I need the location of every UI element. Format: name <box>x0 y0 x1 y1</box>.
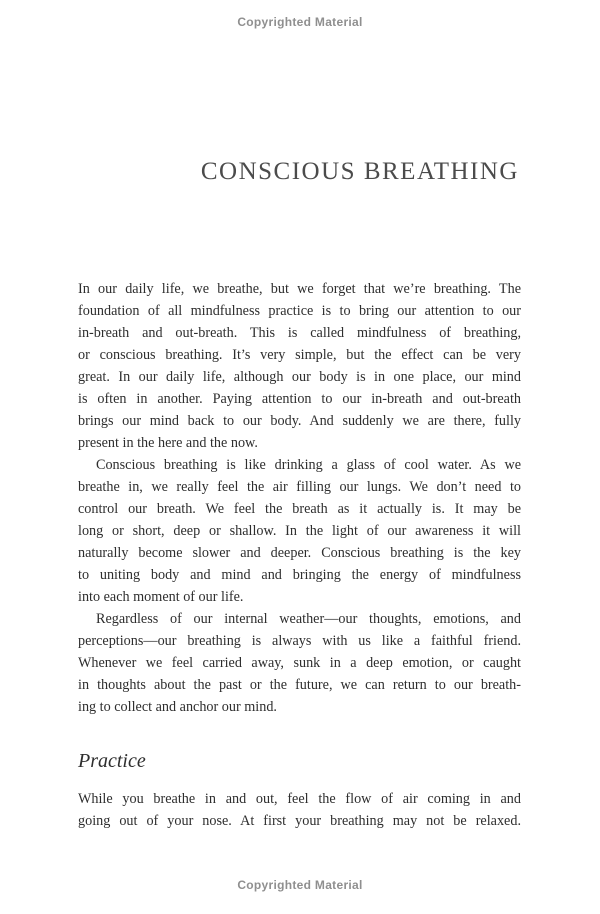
copyright-notice-bottom: Copyrighted Material <box>237 878 363 892</box>
text-line: Whenever we feel carried away, sunk in a deep emotion, or caught <box>78 655 521 671</box>
text-line: to uniting body and mind and bringing the energy of mindfulness <box>78 567 521 583</box>
paragraph <box>78 454 521 608</box>
text-line: In our daily life, we breathe, but we forget that we’re breathing. The <box>78 281 521 297</box>
text-line: going out of your nose. At first your breathing may not be relaxed. <box>78 813 521 829</box>
text-line: great. In our daily life, although our body is in one place, our mind <box>78 369 521 385</box>
text-line: in thoughts about the past or the future, we can return to our breath- <box>78 677 521 693</box>
practice-paragraphs <box>78 788 521 832</box>
text-line: brings our mind back to our body. And suddenly we are there, fully <box>78 413 521 429</box>
paragraph <box>78 608 521 718</box>
text-line: While you breathe in and out, feel the flow of air coming in and <box>78 791 521 807</box>
text-line: perceptions—our breathing is always with us like a faithful friend. <box>78 633 521 649</box>
text-line: Conscious breathing is like drinking a glass of cool water. As we <box>96 457 521 473</box>
text-line: naturally become slower and deeper. Conscious breathing is the key <box>78 545 521 561</box>
text-line: in-breath and out-breath. This is called mindfulness of breathing, <box>78 325 521 341</box>
text-line: present in the here and the now. <box>78 435 258 451</box>
text-line: into each moment of our life. <box>78 589 244 605</box>
text-line: is often in another. Paying attention to our in-breath and out-breath <box>78 391 521 407</box>
text-line: control our breath. We feel the breath as it actually is. It may be <box>78 501 521 517</box>
text-line: or conscious breathing. It’s very simple, but the effect can be very <box>78 347 521 363</box>
text-line: breathe in, we really feel the air filling our lungs. We don’t need to <box>78 479 521 495</box>
copyright-notice-top: Copyrighted Material <box>237 15 363 29</box>
chapter-title: CONSCIOUS BREATHING <box>200 158 519 185</box>
text-line: long or short, deep or shallow. In the light of our awareness it will <box>78 523 521 539</box>
page-body <box>78 278 521 832</box>
section-heading-practice: Practice <box>78 750 146 772</box>
text-line: foundation of all mindfulness practice is to bring our attention to our <box>78 303 521 319</box>
main-paragraphs <box>78 278 521 718</box>
text-line: Regardless of our internal weather—our thoughts, emotions, and <box>96 611 521 627</box>
paragraph <box>78 278 521 454</box>
text-line: ing to collect and anchor our mind. <box>78 699 277 715</box>
paragraph <box>78 788 521 832</box>
